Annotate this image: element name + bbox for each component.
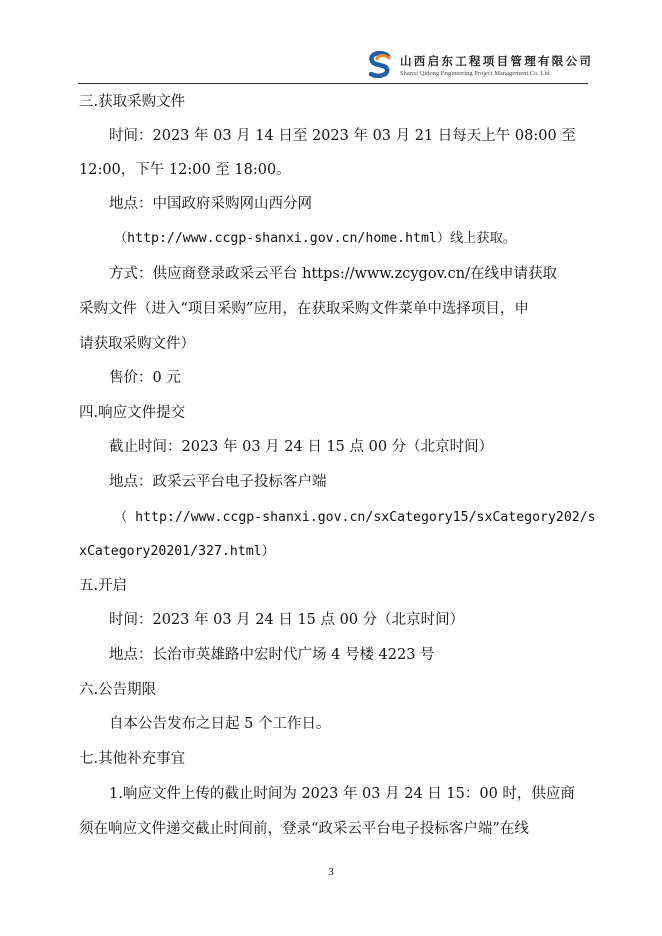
section-3-method-line-3: 请获取采购文件） [79,336,195,352]
section-5-time: 时间：2023 年 03 月 24 日 15 点 00 分（北京时间） [109,612,465,628]
section-4-url-line-2: xCategory20201/327.html） [79,544,275,559]
section-7-text-line-1: 1.响应文件上传的截止时间为 2023 年 03 月 24 日 15：00 时，供应商 [109,786,575,802]
section-4-place: 地点：政采云平台电子投标客户端 [109,474,327,490]
section-3-time-line-1: 时间：2023 年 03 月 14 日至 2023 年 03 月 21 日每天上午 08:00 至 [109,128,576,144]
section-4-title: 四.响应文件提交 [79,405,186,421]
section-7-text-line-2: 须在响应文件递交截止时间前，登录“政采云平台电子投标客户端”在线 [79,821,529,837]
section-3-method-line-1: 方式：供应商登录政采云平台 https://www.zcygov.cn/在线申请获取 [109,266,557,282]
section-5-title: 五.开启 [79,578,128,594]
header-divider [78,83,588,84]
section-4-url-line-1: （ http://www.ccgp-shanxi.gov.cn/sxCategory15/sxCategory202/s [114,510,596,525]
section-5-place: 地点：长治市英雄路中宏时代广场 4 号楼 4223 号 [109,647,435,663]
page-number: 3 [328,866,334,878]
section-4-deadline: 截止时间：2023 年 03 月 24 日 15 点 00 分（北京时间） [109,439,494,455]
section-3-url: （http://www.ccgp-shanxi.gov.cn/home.html）线上获取。 [114,231,516,246]
section-3-method-line-2: 采购文件（进入“项目采购”应用，在获取采购文件菜单中选择项目，申 [79,301,529,317]
section-7-title: 七.其他补充事宜 [79,751,186,767]
section-3-place: 地点：中国政府采购网山西分网 [109,196,312,212]
company-name-cn: 山西启东工程项目管理有限公司 [400,54,594,68]
section-6-text: 自本公告发布之日起 5 个工作日。 [109,716,331,732]
qidong-s-logo-icon [366,50,394,80]
section-3-title: 三.获取采购文件 [79,94,186,110]
page-header [360,48,594,88]
company-name-en: Shanxi Qidong Engineering Project Management Co. Ltd [400,70,550,77]
section-3-time-line-2: 12:00，下午 12:00 至 18:00。 [79,162,291,178]
section-3-price: 售价：0 元 [109,370,181,386]
section-6-title: 六.公告期限 [79,682,157,698]
